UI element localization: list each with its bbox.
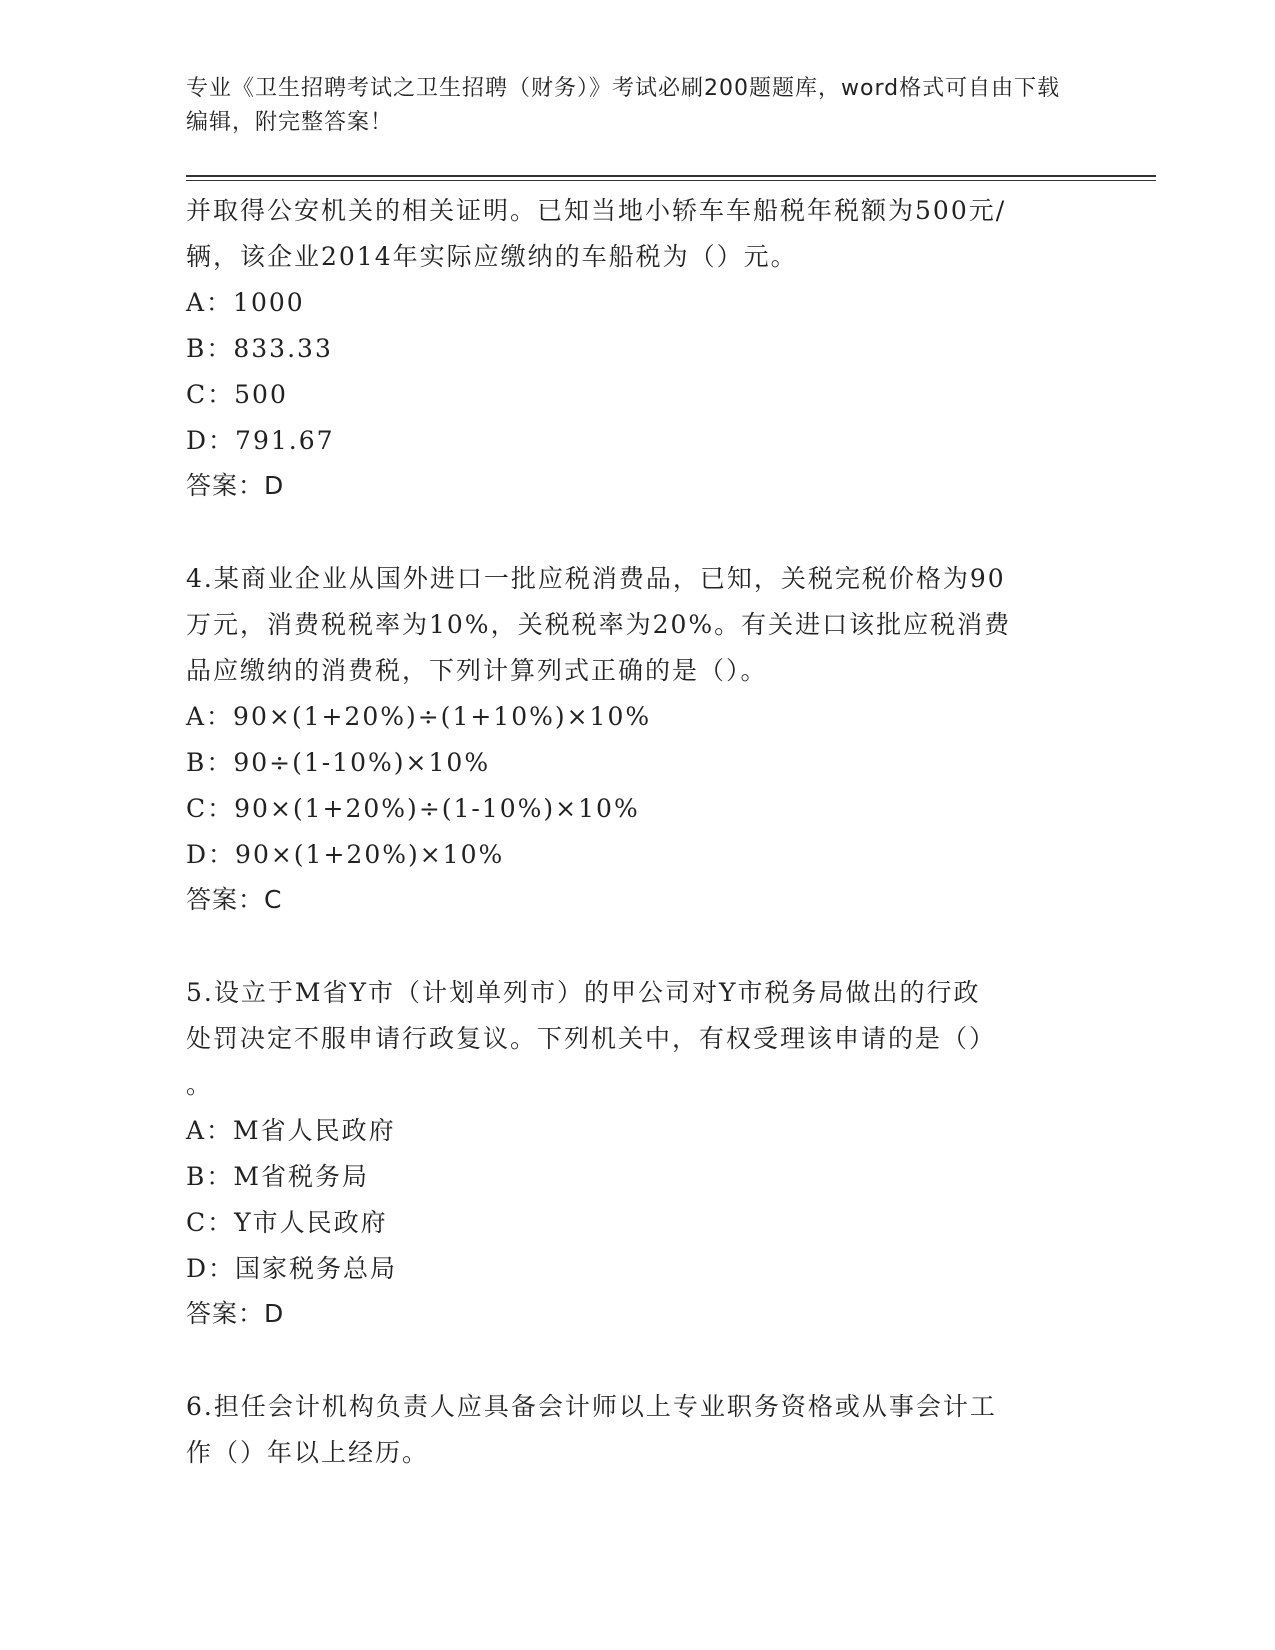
question-6 (186, 1384, 1086, 1476)
document-body (186, 188, 1086, 1476)
question-text-line: 处罚决定不服申请行政复议。下列机关中，有权受理该申请的是（） (186, 1024, 997, 1053)
question-3-continued (186, 188, 1086, 508)
question-text-line: 辆，该企业2014年实际应缴纳的车船税为（）元。 (186, 242, 798, 271)
option-d: D：90×(1+20%)×10% (186, 840, 505, 869)
option-b: B：833.33 (186, 334, 333, 363)
question-text-line: 万元，消费税税率为10%，关税税率为20%。有关进口该批应税消费 (186, 610, 1012, 639)
option-b: B：90÷(1-10%)×10% (186, 748, 491, 777)
option-d: D：791.67 (186, 426, 335, 455)
option-c: C：90×(1+20%)÷(1-10%)×10% (186, 794, 640, 823)
question-text-line: 6.担任会计机构负责人应具备会计师以上专业职务资格或从事会计工 (186, 1392, 997, 1421)
answer-label: 答案：C (186, 885, 283, 914)
header-divider-thin (186, 180, 1156, 181)
spacer (186, 508, 1086, 556)
option-d: D：国家税务总局 (186, 1254, 398, 1283)
question-text-line: 作（）年以上经历。 (186, 1438, 430, 1467)
option-a: A：90×(1+20%)÷(1+10%)×10% (186, 702, 652, 731)
option-c: C：Y市人民政府 (186, 1208, 388, 1237)
question-5 (186, 970, 1086, 1336)
option-a: A：M省人民政府 (186, 1116, 396, 1145)
question-text-line: 4.某商业企业从国外进口一批应税消费品，已知，关税完税价格为90 (186, 564, 1006, 593)
question-text-line: 5.设立于M省Y市（计划单列市）的甲公司对Y市税务局做出的行政 (186, 978, 981, 1007)
question-text-line: 。 (186, 1070, 214, 1099)
option-c: C：500 (186, 380, 288, 409)
spacer (186, 922, 1086, 970)
option-a: A：1000 (186, 288, 305, 317)
answer-label: 答案：D (186, 1299, 285, 1328)
question-4 (186, 556, 1086, 922)
question-text-line: 并取得公安机关的相关证明。已知当地小轿车车船税年税额为500元/ (186, 196, 1007, 225)
spacer (186, 1336, 1086, 1384)
option-b: B：M省税务局 (186, 1162, 369, 1191)
header-divider (186, 175, 1156, 177)
question-text-line: 品应缴纳的消费税，下列计算列式正确的是（）。 (186, 656, 768, 685)
document-header: 专业《卫生招聘考试之卫生招聘（财务）》考试必刷200题题库，word格式可自由下载编辑，附完整答案！ (186, 76, 1061, 135)
answer-label: 答案：D (186, 471, 285, 500)
